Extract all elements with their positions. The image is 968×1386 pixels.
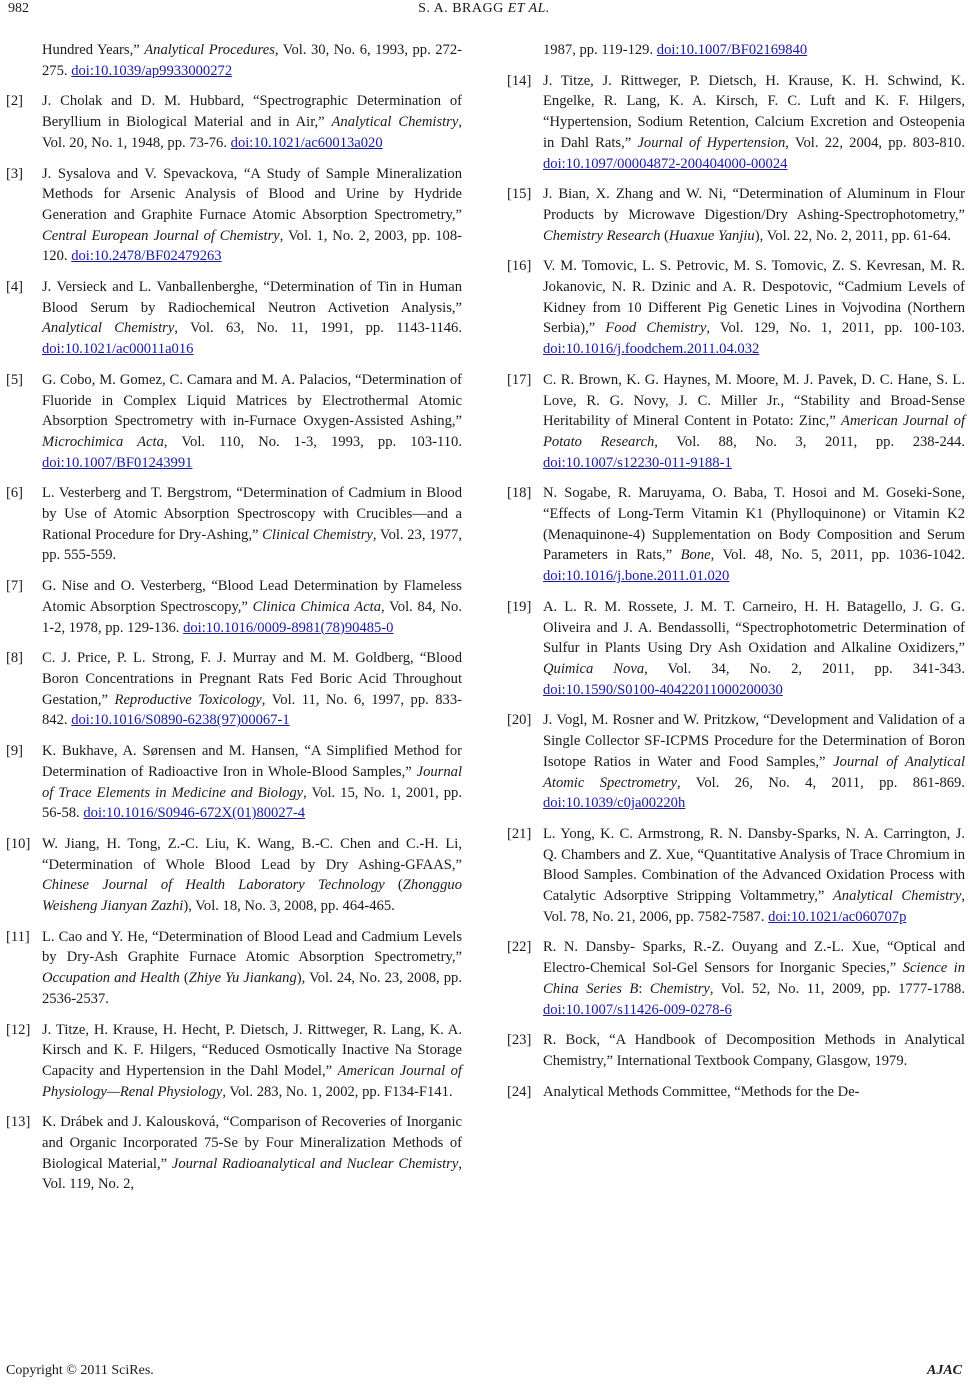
reference-number: [16]	[507, 258, 532, 275]
copyright-notice: Copyright © 2011 SciRes.	[6, 1363, 154, 1378]
reference-text: , Vol. 129, No. 1, 2011, pp. 100-103.	[706, 320, 965, 337]
reference-text: :	[638, 980, 650, 997]
reference-number: [10]	[6, 835, 31, 852]
reference-text: , Vol. 30, No. 6, 1993, pp. 272-275.	[42, 42, 462, 79]
reference-italic-text: Journal of Trace Elements in Medicine and Biology	[42, 763, 462, 801]
reference-text: (	[384, 877, 403, 894]
reference-italic-text: Quimica Nova	[543, 660, 645, 677]
reference-text: V. M. Tomovic, L. S. Petrovic, M. S. Tomovic, Z. S. Kevresan, M. R. Jokanovic, N. R. Dzinic and A. R. Despotovic, “Cadmium Levels of Kidney from 10 Different Pig Genetic Lines in Vojvodina (Northern Serbia),”	[543, 258, 965, 337]
reference-italic-text: Journal of Hypertension	[637, 134, 786, 151]
reference-text: W. Jiang, H. Tong, Z.-C. Liu, K. Wang, B.-C. Chen and C.-H. Li, “Determination of Whole Blood Lead by Dry Ashing-GFAAS,”	[42, 835, 462, 873]
reference-number: [19]	[507, 598, 532, 615]
reference-entry	[507, 597, 965, 701]
reference-italic-text: American Journal of Physiology—Renal Physiology	[42, 1062, 462, 1100]
reference-entry	[6, 1112, 462, 1195]
reference-number: [15]	[507, 186, 532, 203]
reference-italic-text: Huaxue Yanjiu	[668, 227, 755, 244]
page-number: 982	[8, 1, 29, 16]
reference-text: , Vol. 15, No. 1, 2001, pp. 56-58.	[42, 784, 462, 822]
doi-link[interactable]: doi:10.1039/ap9933000272	[71, 62, 233, 79]
reference-number: [12]	[6, 1021, 31, 1038]
reference-number: [2]	[6, 93, 24, 110]
reference-number: [7]	[6, 578, 24, 595]
reference-text: R. N. Dansby- Sparks, R.-Z. Ouyang and Z.-L. Xue, “Optical and Electro-Chemical Sol-Gel Sensors for Inorganic Species,”	[543, 939, 965, 977]
reference-text: Hundred Years,”	[42, 42, 145, 58]
right-column	[507, 40, 965, 1112]
reference-italic-text: Analytical Chemistry	[42, 320, 175, 337]
reference-text: J. Sysalova and V. Spevackova, “A Study of Sample Mineralization Methods for Arsenic Analysis of Blood and Urine by Hydride Generation and Graphite Furnace Atomic Absorption Spectrometry,”	[42, 165, 462, 223]
doi-link[interactable]: doi:10.1021/ac00011a016	[42, 341, 194, 358]
reference-number: [6]	[6, 485, 24, 502]
reference-entry	[6, 576, 462, 638]
reference-italic-text: Chemistry Research	[543, 227, 661, 244]
reference-entry	[507, 370, 965, 474]
reference-text: C. R. Brown, K. G. Haynes, M. Moore, M. J. Pavek, D. C. Hane, S. L. Love, R. G. Novy, J. C. Miller Jr., “Stability and Broad-Sense Heritability of Mineral Content in Potato: Zinc,”	[543, 371, 965, 430]
reference-text: K. Bukhave, A. Sørensen and M. Hansen, “A Simplified Method for Determination of Radioactive Iron in Whole-Blood Samples,”	[42, 743, 462, 780]
reference-number: [18]	[507, 485, 532, 502]
reference-entry	[6, 648, 462, 731]
reference-number: [17]	[507, 371, 532, 388]
reference-text: , Vol. 63, No. 11, 1991, pp. 1143-1146.	[174, 320, 462, 337]
reference-italic-text: Analytical Chemistry	[832, 888, 962, 905]
reference-entry	[507, 710, 965, 814]
reference-italic-text: Analytical Procedures	[144, 42, 275, 58]
reference-italic-text: Science in China Series B	[543, 960, 965, 997]
reference-text: , Vol. 22, 2004, pp. 803-810.	[785, 134, 965, 151]
reference-text: J. Titze, J. Rittweger, P. Dietsch, H. Krause, K. H. Schwind, K. Engelke, R. Lang, K. A. Kirsch, F. C. Luft and K. F. Hilgers, “Hypertension, Sodium Retention, Calcium Excretion and Osteopenia in Dahl Rats,”	[543, 72, 965, 151]
reference-number: [21]	[507, 825, 532, 842]
doi-link[interactable]: doi:10.1016/S0946-672X(01)80027-4	[83, 805, 306, 822]
reference-number: [24]	[507, 1083, 532, 1100]
doi-link[interactable]: doi:10.1016/j.bone.2011.01.020	[543, 568, 730, 585]
reference-italic-text: Chinese Journal of Health Laboratory Technology	[42, 877, 385, 894]
reference-text: , Vol. 84, No. 1-2, 1978, pp. 129-136.	[42, 598, 463, 636]
journal-abbrev: AJAC	[926, 1363, 962, 1378]
reference-continuation	[507, 40, 965, 61]
reference-italic-text: Journal Radioanalytical and Nuclear Chemistry	[171, 1155, 459, 1172]
reference-italic-text: Microchimica Acta	[42, 433, 164, 450]
reference-entry	[507, 71, 965, 175]
reference-entry	[507, 1030, 965, 1071]
reference-text: G. Cobo, M. Gomez, C. Camara and M. A. Palacios, “Determination of Fluoride in Complex Liquid Matrices by Electrothermal Atomic Absorption Spectrometry with in-Furnace Oxygen-Assisted Ashing,”	[42, 371, 462, 430]
reference-text: A. L. R. M. Rossete, J. M. T. Carneiro, H. H. Batagello, J. G. G. Oliveira and J. A. Bendassolli, “Spectrophotometric Determination of Sulfur in Plants Using Dry Ash Oxidation and Alkaline Oxidizers,”	[543, 598, 965, 657]
reference-text: L. Cao and Y. He, “Determination of Blood Lead and Cadmium Levels by Dry-Ash Graphite Furnace Atomic Absorption Spectrometry,”	[42, 928, 462, 966]
reference-text: (	[660, 227, 669, 244]
doi-link[interactable]: doi:10.1007/BF01243991	[42, 454, 193, 471]
reference-entry	[6, 277, 462, 360]
reference-text: , Vol. 34, No. 2, 2011, pp. 341-343.	[644, 660, 965, 677]
reference-text: , Vol. 110, No. 1-3, 1993, pp. 103-110.	[163, 433, 463, 450]
reference-text: , Vol. 48, No. 5, 2011, pp. 1036-1042.	[710, 547, 965, 564]
doi-link[interactable]: doi:10.1007/s11426-009-0278-6	[543, 1001, 732, 1018]
doi-link[interactable]: doi:10.1021/ac060707p	[768, 908, 907, 925]
doi-link[interactable]: doi:10.1021/ac60013a020	[230, 134, 383, 151]
reference-text: , Vol. 20, No. 1, 1948, pp. 73-76.	[42, 114, 463, 151]
doi-link[interactable]: doi:10.1590/S0100-40422011000200030	[543, 681, 783, 698]
reference-number: [9]	[6, 743, 24, 760]
reference-number: [14]	[507, 72, 532, 89]
reference-text: , Vol. 23, 1977, pp. 555-559.	[42, 526, 462, 564]
reference-italic-text: Zhiye Yu Jiankang	[188, 970, 297, 987]
left-column	[6, 40, 462, 1205]
reference-text: , Vol. 1, No. 2, 2003, pp. 108-120.	[42, 227, 462, 265]
reference-entry	[507, 937, 965, 1020]
reference-number: [22]	[507, 939, 532, 956]
reference-entry	[507, 824, 965, 928]
reference-text: L. Vesterberg and T. Bergstrom, “Determination of Cadmium in Blood by Use of Atomic Absorption Spectroscopy with Crucibles—and a Rational Procedure for Dry-Ashing,”	[42, 485, 462, 543]
reference-continuation	[6, 40, 462, 81]
reference-text: , Vol. 26, No. 4, 2011, pp. 861-869.	[676, 774, 965, 791]
reference-italic-text: Zhongguo Weisheng Jianyan Zazhi	[42, 877, 462, 915]
reference-entry	[507, 256, 965, 360]
reference-number: [11]	[6, 928, 30, 945]
reference-italic-text: Clinica Chimica Acta	[252, 598, 382, 615]
doi-link[interactable]: doi:10.1016/S0890-6238(97)00067-1	[71, 712, 290, 729]
doi-link[interactable]: doi:10.1016/j.foodchem.2011.04.032	[543, 341, 760, 358]
reference-text: J. Cholak and D. M. Hubbard, “Spectrographic Determination of Beryllium in Biological Material and in Air,”	[42, 93, 462, 131]
reference-italic-text: Reproductive Toxicology	[114, 691, 262, 708]
reference-text: ), Vol. 22, No. 2, 2011, pp. 61-64.	[754, 227, 952, 244]
doi-link[interactable]: doi:10.1039/c0ja00220h	[543, 795, 686, 812]
reference-entry	[507, 184, 965, 246]
reference-text: J. Versieck and L. Vanballenberghe, “Determination of Tin in Human Blood Serum by Radiochemical Neutron Activetion Analysis,”	[42, 279, 462, 316]
reference-italic-text: Food Chemistry	[605, 320, 707, 337]
running-head-authors: S. A. BRAGG	[418, 1, 504, 16]
reference-italic-text: Bone	[680, 547, 711, 564]
reference-text: J. Bian, X. Zhang and W. Ni, “Determination of Aluminum in Flour Products by Microwave Digestion/Dry Ashing-Spectrophotometry,”	[543, 186, 965, 223]
reference-text: , Vol. 283, No. 1, 2002, pp. F134-F141.	[222, 1083, 453, 1100]
page-header	[0, 0, 968, 24]
reference-entry	[6, 483, 462, 566]
reference-text: R. Bock, “A Handbook of Decomposition Methods in Analytical Chemistry,” International Textbook Company, Glasgow, 1979.	[543, 1032, 965, 1069]
reference-text: Analytical Methods Committee, “Methods for the De-	[543, 1083, 860, 1100]
page-footer	[0, 1363, 968, 1383]
reference-entry	[6, 1020, 462, 1103]
reference-italic-text: Analytical Chemistry	[331, 114, 459, 131]
reference-entry	[6, 91, 462, 153]
doi-link[interactable]: doi:10.2478/BF02479263	[71, 248, 222, 265]
reference-italic-text: Clinical Chemistry	[262, 526, 373, 543]
reference-text: K. Drábek and J. Kalousková, “Comparison of Recoveries of Inorganic and Organic Incorporated 75-Se by Four Mineralization Methods of Biological Material,”	[42, 1114, 462, 1172]
reference-number: [3]	[6, 165, 24, 182]
reference-number: [8]	[6, 650, 24, 667]
reference-text: (	[179, 970, 189, 987]
reference-italic-text: Chemistry	[649, 980, 710, 997]
reference-text: 1987, pp. 119-129.	[543, 42, 657, 58]
reference-text: , Vol. 88, No. 3, 2011, pp. 238-244.	[654, 433, 965, 450]
reference-italic-text: Occupation and Health	[42, 970, 180, 987]
reference-entry	[6, 834, 462, 917]
doi-link[interactable]: doi:10.1007/s12230-011-9188-1	[543, 454, 732, 471]
reference-text: J. Titze, H. Krause, H. Hecht, P. Dietsch, J. Rittweger, R. Lang, K. A. Kirsch and K. F. Hilgers, “Reduced Osmotically Inactive Na Storage Capacity and Hypertension in the Dahl Model,”	[42, 1021, 462, 1079]
reference-text: , Vol. 78, No. 21, 2006, pp. 7582-7587.	[543, 888, 965, 925]
reference-entry	[6, 927, 462, 1010]
reference-number: [20]	[507, 712, 532, 729]
reference-text: ), Vol. 18, No. 3, 2008, pp. 464-465.	[183, 898, 395, 915]
reference-italic-text: Central European Journal of Chemistry	[42, 227, 280, 244]
reference-entry	[6, 370, 462, 474]
doi-link[interactable]: doi:10.1097/00004872-200404000-00024	[543, 155, 788, 172]
reference-entry	[507, 1082, 965, 1103]
reference-text: N. Sogabe, R. Maruyama, O. Baba, T. Hosoi and M. Goseki-Sone, “Effects of Long-Term Vitamin K1 (Phylloquinone) or Vitamin K2 (Menaquinone-4) Supplementation on Body Composition and Serum Parameters in Rats,”	[543, 485, 965, 564]
reference-number: [4]	[6, 279, 24, 296]
reference-number: [5]	[6, 371, 24, 388]
reference-text: C. J. Price, P. L. Strong, F. J. Murray and M. M. Goldberg, “Blood Boron Concentrations in Pregnant Rats Fed Boric Acid Throughout Gestation,”	[42, 650, 462, 708]
running-head	[0, 1, 968, 17]
reference-italic-text: Journal of Analytical Atomic Spectrometry	[543, 753, 965, 791]
reference-text: ), Vol. 24, No. 23, 2008, pp. 2536-2537.	[42, 970, 462, 1007]
reference-text: , Vol. 11, No. 6, 1997, pp. 833-842.	[42, 691, 462, 729]
reference-text: , Vol. 52, No. 11, 2009, pp. 1777-1788.	[709, 980, 965, 997]
reference-text: , Vol. 119, No. 2,	[42, 1155, 462, 1193]
reference-entry	[6, 741, 462, 824]
reference-entry	[6, 164, 462, 268]
reference-number: [23]	[507, 1032, 532, 1049]
reference-number: [13]	[6, 1114, 31, 1131]
doi-link[interactable]: doi:10.1007/BF02169840	[656, 42, 808, 58]
reference-text: L. Yong, K. C. Armstrong, R. N. Dansby-Sparks, N. A. Carrington, J. Q. Chambers and Z. Xue, “Quantitative Analysis of Trace Chromium in Blood Samples. Combination of the Advanced Oxidation Process with Catalytic Adsorptive Stripping Voltammetry,”	[543, 825, 965, 905]
reference-entry	[507, 483, 965, 587]
reference-text: J. Vogl, M. Rosner and W. Pritzkow, “Development and Validation of a Single Collector SF-ICPMS Procedure for the Determination of Boron Isotope Ratios in Water and Food Samples,”	[543, 712, 965, 770]
running-head-etal: ET AL.	[507, 1, 550, 16]
reference-text: G. Nise and O. Vesterberg, “Blood Lead Determination by Flameless Atomic Absorption Spectroscopy,”	[42, 578, 462, 615]
doi-link[interactable]: doi:10.1016/0009-8981(78)90485-0	[183, 619, 394, 636]
reference-italic-text: American Journal of Potato Research	[543, 413, 965, 450]
